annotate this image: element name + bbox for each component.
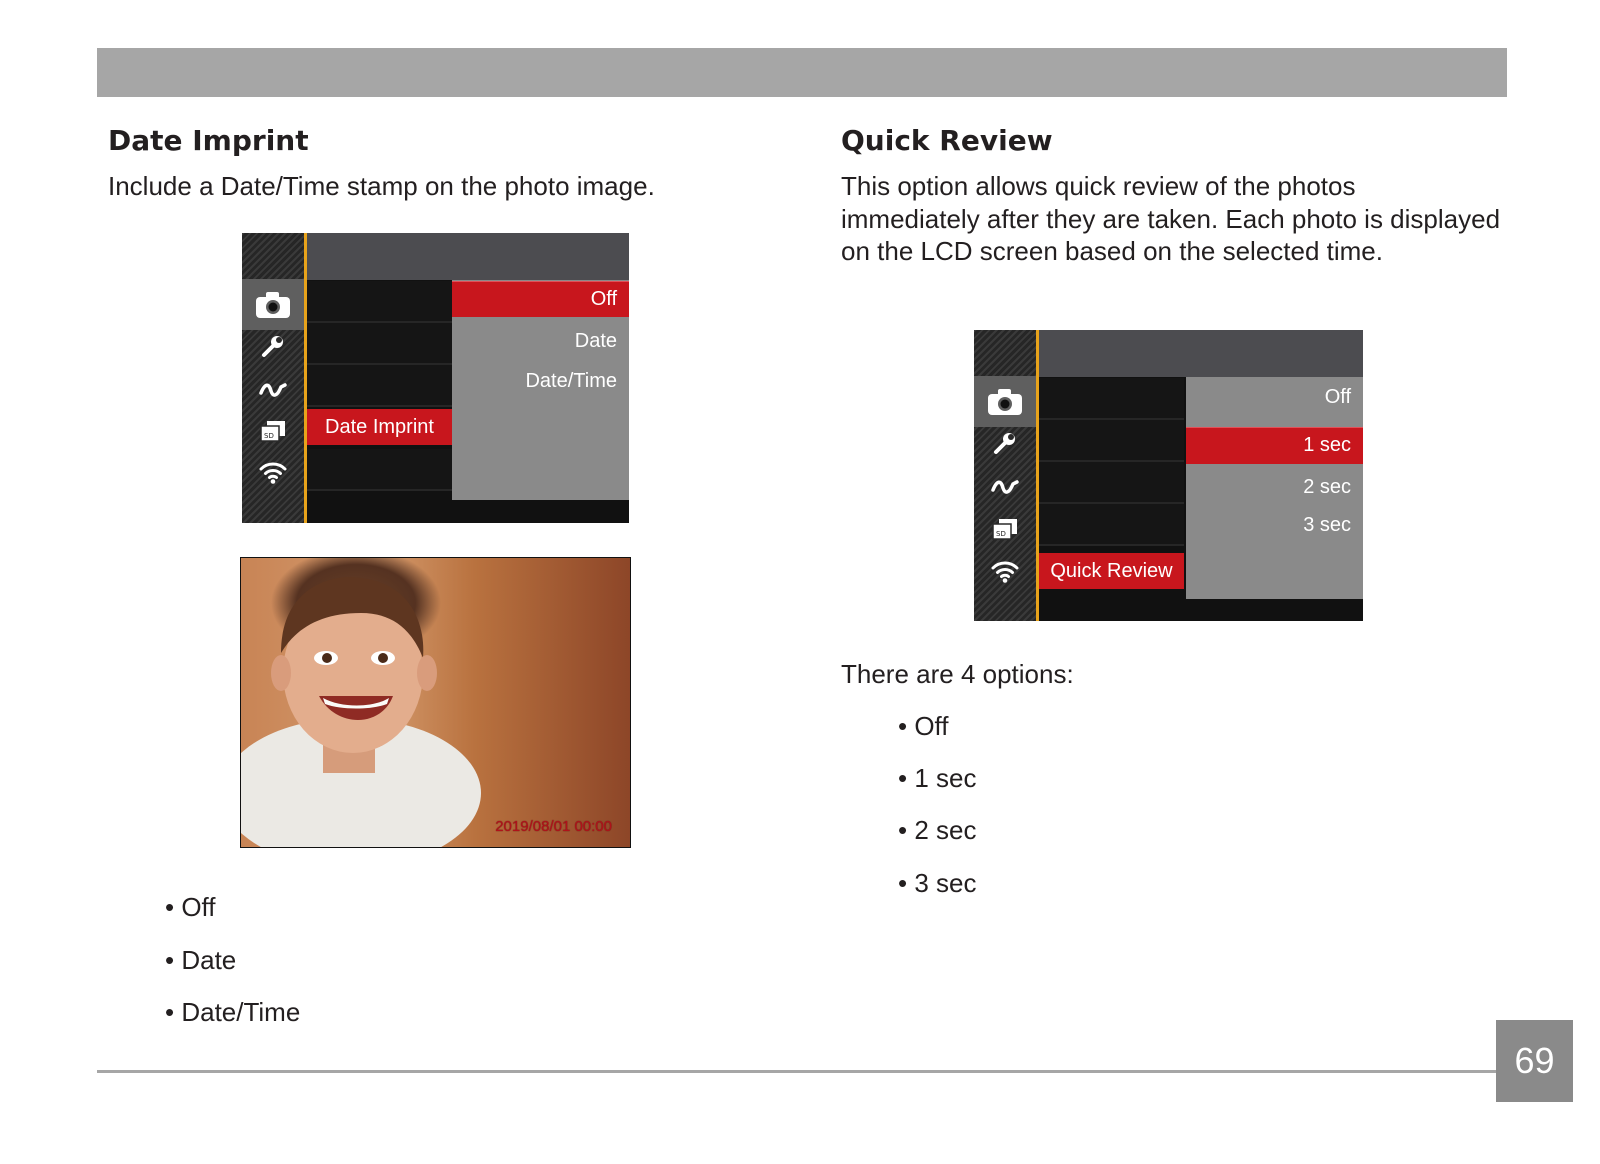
date-time-stamp: 2019/08/01 00:00 — [495, 818, 612, 835]
menu-header — [1039, 330, 1363, 377]
quick-review-menu-item[interactable]: Quick Review — [1039, 553, 1184, 589]
option-off[interactable]: Off — [590, 288, 617, 310]
option-2-sec[interactable]: 2 sec — [1303, 476, 1351, 498]
date-imprint-heading: Date Imprint — [108, 124, 309, 157]
camera-icon[interactable] — [254, 290, 292, 320]
menu-row — [307, 323, 452, 365]
sd-card-icon[interactable] — [254, 416, 292, 446]
footer-rule — [97, 1070, 1497, 1073]
menu-header — [307, 233, 629, 280]
right-bullet-2-sec: • 2 sec — [898, 815, 977, 845]
menu-row — [1039, 378, 1184, 420]
quick-review-heading: Quick Review — [841, 124, 1053, 157]
option-1-sec[interactable]: 1 sec — [1303, 434, 1351, 456]
menu-row — [1039, 504, 1184, 546]
menu-row — [1039, 420, 1184, 462]
option-off[interactable]: Off — [1324, 386, 1351, 408]
option-date[interactable]: Date — [574, 330, 617, 352]
menu-row — [307, 365, 452, 407]
right-bullet-1-sec: • 1 sec — [898, 763, 977, 793]
options-intro: There are 4 options: — [841, 659, 1074, 689]
svg-text:SD: SD — [996, 530, 1006, 538]
menu-row — [307, 449, 452, 491]
wifi-icon[interactable] — [986, 556, 1024, 586]
left-bullet-off: • Off — [165, 892, 216, 922]
svg-text:SD: SD — [264, 432, 274, 440]
sd-card-icon[interactable] — [986, 514, 1024, 544]
date-imprint-menu-screen — [242, 233, 629, 523]
quick-review-menu-screen — [974, 330, 1363, 621]
option-date-time[interactable]: Date/Time — [525, 370, 617, 392]
right-bullet-off: • Off — [898, 711, 949, 741]
camera-icon[interactable] — [986, 387, 1024, 417]
wrench-icon[interactable] — [986, 429, 1024, 459]
wrench-icon[interactable] — [254, 332, 292, 362]
quick-review-description: This option allows quick review of the photos immediately after they are taken. Each photo is displayed on the LCD screen based on the selected time. — [841, 171, 1501, 266]
squiggle-icon[interactable] — [986, 471, 1024, 501]
left-bullet-date: • Date — [165, 945, 237, 975]
date-imprint-description: Include a Date/Time stamp on the photo image. — [108, 171, 655, 201]
header-bar — [97, 48, 1507, 97]
left-bullet-date-time: • Date/Time — [165, 997, 301, 1027]
menu-row — [307, 281, 452, 323]
option-3-sec[interactable]: 3 sec — [1303, 514, 1351, 536]
date-imprint-menu-item[interactable]: Date Imprint — [307, 409, 452, 445]
right-bullet-3-sec: • 3 sec — [898, 868, 977, 898]
menu-row — [1039, 462, 1184, 504]
page-number: 69 — [1496, 1020, 1573, 1102]
wifi-icon[interactable] — [254, 457, 292, 487]
squiggle-icon[interactable] — [254, 374, 292, 404]
sample-photo — [240, 557, 631, 848]
